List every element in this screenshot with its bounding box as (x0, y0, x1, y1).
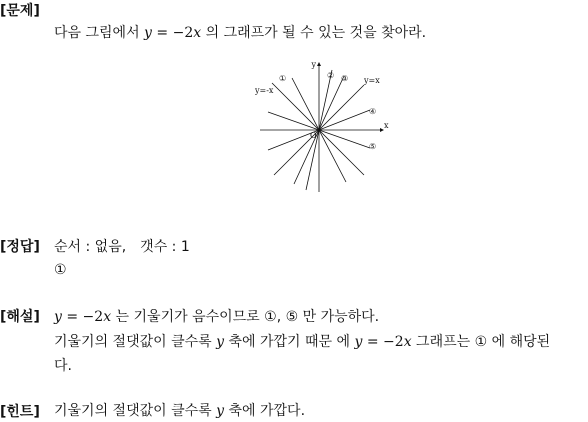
hint-line (54, 401, 305, 421)
explanation-text-2c: 그래프는 ① 에 해당된 (411, 334, 551, 350)
marker-5: ⑤ (369, 142, 377, 151)
explanation-tag: [해설] (0, 309, 40, 325)
explanation-text-2a: 기울기의 절댓값이 클수록 (54, 334, 217, 350)
marker-3: ③ (341, 74, 349, 83)
exp2-eq-x: x (403, 334, 412, 350)
marker-4: ④ (369, 107, 377, 116)
exp-eq-coef: = −2 (61, 309, 104, 325)
answer-line-2: ① (54, 262, 67, 278)
problem-equation (144, 25, 201, 41)
explanation-text-1: 는 기울기가 음수이므로 ①, ⑤ 만 가능하다. (111, 309, 380, 325)
y-axis-arrow (317, 62, 321, 66)
eq-x: x (193, 25, 202, 41)
hint-tag: [힌트] (0, 404, 40, 420)
y-axis-label: y (311, 60, 316, 69)
hint-text-a: 기울기의 절댓값이 클수록 (54, 403, 217, 419)
explanation-text-2b: 축에 가깝기 때문 에 (224, 334, 355, 350)
hint-y: y (216, 403, 225, 419)
eq-coef: = −2 (151, 25, 194, 41)
explanation-equation-2 (355, 334, 412, 350)
explanation-equation (54, 309, 111, 325)
problem-text (54, 23, 426, 43)
marker-1: ① (279, 74, 287, 83)
marker-2: ② (327, 71, 335, 80)
pos-x-label: y=x (364, 76, 380, 85)
answer-tag: [정답] (0, 239, 40, 255)
x-axis-label: x (384, 121, 389, 130)
answer-order: 순서 : 없음, (54, 239, 127, 255)
neg-x-label: y=-x (255, 86, 274, 95)
exp2-eq-coef: = −2 (362, 334, 404, 350)
answer-count: 갯수 : 1 (140, 239, 190, 255)
graph-figure (252, 58, 392, 196)
hint-text-b: 축에 가깝다. (224, 403, 306, 419)
exp-l2-y: y (216, 334, 225, 350)
origin-label: O (310, 131, 317, 140)
exp-eq-x: x (103, 309, 112, 325)
explanation-line-3: 다. (54, 358, 72, 374)
answer-line-1 (54, 237, 190, 257)
explanation-line-2 (54, 332, 550, 352)
explanation-line-1 (54, 307, 379, 327)
problem-text-before: 다음 그림에서 (54, 25, 145, 41)
eq-y: y (144, 25, 152, 41)
problem-text-after: 의 그래프가 될 수 있는 것을 찾아라. (201, 25, 427, 41)
exp2-eq-y: y (354, 334, 363, 350)
problem-tag: [문제] (0, 3, 40, 19)
line-neg-x (272, 83, 364, 175)
exp-eq-y: y (54, 309, 62, 325)
